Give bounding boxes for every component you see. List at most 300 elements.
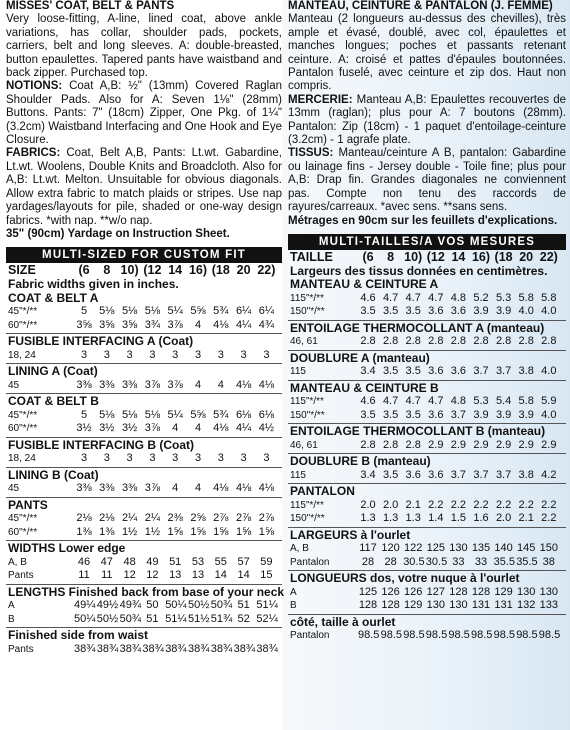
- table-cell: 3.5: [382, 305, 399, 318]
- table-cell: 2.0: [495, 512, 512, 525]
- table-cell: 30.5: [425, 555, 448, 568]
- section-title: PANTALON: [290, 484, 355, 499]
- table-cell: 4.0: [518, 305, 534, 318]
- table-cell: 3⅞: [144, 482, 161, 495]
- size-heading: 16): [188, 263, 208, 278]
- table-cell: 125: [426, 542, 445, 555]
- table-cell: 1½: [121, 525, 138, 538]
- size-heading: 14: [168, 263, 183, 278]
- table-cell: 4: [194, 378, 202, 391]
- table-cell: 50¼: [74, 612, 96, 625]
- table-cell: 132: [517, 599, 536, 612]
- table-cell: 2.8: [405, 438, 421, 451]
- table-row: [288, 499, 566, 513]
- table-cell: 3.7: [495, 365, 512, 378]
- table-cell: 4.6: [360, 395, 376, 408]
- table-cell: 2.0: [382, 498, 399, 511]
- table-cell: 4.7: [428, 291, 444, 304]
- table-cell: 12: [146, 569, 159, 582]
- table-cell: 3½: [99, 422, 115, 435]
- table-cell: 4.7: [405, 291, 421, 304]
- section-title: COAT & BELT A: [8, 290, 99, 305]
- table-cell: 5.4: [495, 395, 512, 408]
- table-cell: 2.2: [473, 498, 489, 511]
- row-label: A: [8, 600, 15, 612]
- table-cell: 3⅜: [76, 378, 92, 391]
- table-cell: 2⅛: [76, 512, 92, 525]
- section-title: FUSIBLE INTERFACING A (Coat): [8, 334, 194, 349]
- table-cell: 128: [381, 599, 400, 612]
- size-heading: (18: [494, 249, 513, 264]
- table-cell: 145: [517, 542, 536, 555]
- table-cell: 5⅛: [121, 408, 138, 421]
- table-cell: 1.3: [405, 512, 421, 525]
- size-heading: (6: [78, 263, 90, 278]
- table-cell: 128: [471, 585, 491, 598]
- table-cell: 3.7: [450, 408, 467, 421]
- table-cell: 6¼: [258, 305, 275, 318]
- row-label: 60"*/**: [8, 526, 38, 538]
- table-cell: 6⅛: [235, 408, 252, 421]
- table-cell: 2.1: [405, 498, 421, 511]
- table-cell: 4.6: [360, 291, 376, 304]
- table-cell: 128: [358, 599, 378, 612]
- table-row: [288, 395, 566, 409]
- table-cell: 2⅞: [258, 512, 275, 525]
- table-cell: 98.5: [403, 629, 425, 642]
- table-cell: 6¼: [235, 305, 252, 318]
- table-row: [288, 542, 566, 556]
- row-label: A, B: [8, 556, 27, 568]
- table-cell: 117: [359, 542, 377, 555]
- row-label: 150"*/**: [290, 513, 325, 525]
- table-row: [6, 512, 282, 526]
- table-row: [6, 569, 282, 583]
- table-row: [6, 452, 282, 466]
- table-cell: 3⅜: [121, 482, 138, 495]
- table-cell: 130: [426, 599, 445, 612]
- row-label: 45"*/**: [8, 513, 38, 525]
- table-cell: 128: [449, 585, 468, 598]
- row-label: 45"*/**: [8, 306, 38, 318]
- table-cell: 3.5: [405, 365, 421, 378]
- section-title: COAT & BELT B: [8, 394, 99, 409]
- french-intro: [288, 0, 566, 228]
- table-cell: 3⅝: [76, 318, 92, 331]
- table-cell: 50½: [96, 612, 119, 625]
- table-cell: 5.8: [518, 291, 534, 304]
- table-cell: 2¼: [121, 512, 138, 525]
- table-cell: 4: [194, 422, 202, 435]
- table-cell: 51¾: [210, 612, 233, 625]
- table-cell: 4: [172, 422, 179, 435]
- french-title: MANTEAU, CEINTURE & PANTALON (J. FEMME): [288, 0, 553, 12]
- table-cell: 3: [126, 348, 133, 361]
- table-cell: 4⅛: [213, 318, 229, 331]
- table-cell: 120: [381, 542, 400, 555]
- table-cell: 2.8: [360, 335, 376, 348]
- english-description: Very loose-fitting, A-line, lined coat, above ankle variations, has collar, shoulder pads, pockets, carriers, belt and long sleeves. A: double-breasted, button epaulettes. Tapered pants have waistband and back zipper. Purchased top.: [6, 13, 282, 80]
- table-cell: 2.8: [541, 335, 557, 348]
- yardage-note: 35" (90cm) Yardage on Instruction Sheet.: [6, 227, 230, 240]
- tissus-text: Manteau/ceinture A B, pantalon: Gabardine ou lainage fins - Jersey double - Toile fine; plus pour A,B: Drap fin. Grandes diagonales ne conviennent pas. Compte non tenu des raccords de rayures/carreaux. *avec sens. **sans sens.: [288, 147, 566, 214]
- table-row: [6, 422, 282, 436]
- table-cell: 47: [100, 555, 113, 568]
- fabric-widths-note: Largeurs des tissus données en centimètres.: [290, 263, 548, 278]
- table-cell: 5⅝: [190, 408, 206, 421]
- section-title: LONGUEURS dos, votre nuque à l'ourlet: [290, 571, 520, 586]
- table-cell: 3: [240, 452, 247, 465]
- table-row: [288, 409, 566, 423]
- table-cell: 3.9: [495, 305, 512, 318]
- table-cell: 1⅝: [213, 525, 229, 538]
- row-label: 60"*/**: [8, 423, 38, 435]
- table-cell: 51¼: [256, 599, 278, 612]
- table-cell: 38¾: [96, 642, 119, 655]
- section-title: ENTOILAGE THERMOCOLLANT A (manteau): [290, 320, 545, 335]
- table-cell: 4⅛: [213, 422, 229, 435]
- table-cell: 38¾: [256, 642, 278, 655]
- section-title: DOUBLURE B (manteau): [290, 454, 431, 469]
- section-title: MANTEAU & CEINTURE B: [290, 380, 439, 395]
- table-cell: 38¾: [165, 642, 187, 655]
- table-cell: 2.8: [518, 335, 534, 348]
- table-row: [288, 556, 566, 570]
- table-cell: 4: [194, 482, 202, 495]
- table-cell: 98.5: [516, 629, 538, 642]
- table-cell: 125: [358, 585, 378, 598]
- table-cell: 3: [172, 452, 179, 465]
- table-cell: 5.3: [495, 291, 512, 304]
- table-cell: 11: [78, 569, 90, 582]
- table-cell: 3⅞: [167, 318, 183, 331]
- size-heading: 22): [539, 249, 558, 264]
- table-cell: 5: [80, 408, 88, 421]
- table-cell: 5⅛: [99, 305, 115, 318]
- english-title: MISSES' COAT, BELT & PANTS: [6, 0, 175, 12]
- section-title: WIDTHS Lower edge: [8, 541, 126, 556]
- table-cell: 51: [146, 612, 159, 625]
- table-cell: 2⅞: [213, 512, 229, 525]
- size-heading: (6: [362, 249, 374, 264]
- table-row: [288, 469, 566, 483]
- size-heading: (12: [426, 249, 445, 264]
- table-cell: 51: [237, 599, 250, 612]
- size-heading: 20: [236, 263, 251, 278]
- size-header-row: [6, 263, 282, 278]
- table-cell: 3⅞: [144, 422, 161, 435]
- size-heading: 8: [387, 249, 395, 264]
- row-label: B: [8, 613, 15, 625]
- table-cell: 3.5: [360, 305, 376, 318]
- section-title: ENTOILAGE THERMOCOLLANT B (manteau): [290, 424, 546, 439]
- table-cell: 4.7: [405, 395, 421, 408]
- table-cell: 129: [494, 585, 513, 598]
- row-label: Pantalon: [290, 630, 330, 642]
- table-cell: 4⅛: [213, 482, 229, 495]
- table-cell: 4.8: [450, 395, 467, 408]
- row-label: 115"*/**: [290, 292, 324, 304]
- table-cell: 33: [474, 555, 488, 568]
- table-cell: 5¼: [167, 305, 183, 318]
- table-cell: 3.9: [473, 408, 489, 421]
- table-cell: 98.5: [380, 629, 403, 642]
- table-cell: 3⅞: [144, 378, 161, 391]
- table-cell: 3½: [76, 422, 92, 435]
- table-row: [6, 379, 282, 393]
- table-cell: 2.2: [541, 512, 557, 525]
- table-cell: 1½: [144, 525, 161, 538]
- table-cell: 2.1: [518, 512, 534, 525]
- row-label: 115: [290, 469, 306, 481]
- table-cell: 3: [126, 452, 133, 465]
- table-cell: 127: [426, 585, 445, 598]
- table-cell: 2⅜: [167, 512, 183, 525]
- table-cell: 11: [101, 569, 113, 582]
- table-cell: 2.8: [360, 438, 376, 451]
- table-cell: 4¼: [235, 318, 252, 331]
- table-cell: 3.5: [382, 365, 399, 378]
- table-cell: 2.9: [495, 438, 512, 451]
- table-cell: 3.6: [428, 408, 444, 421]
- table-cell: 3: [263, 348, 270, 361]
- table-cell: 3: [217, 348, 224, 361]
- table-cell: 3.6: [450, 365, 467, 378]
- table-cell: 55: [214, 555, 227, 568]
- table-cell: 4⅛: [235, 378, 252, 391]
- table-cell: 1⅝: [258, 525, 275, 538]
- table-cell: 49¼: [74, 599, 96, 612]
- table-cell: 33: [452, 555, 465, 568]
- table-cell: 2.8: [495, 335, 512, 348]
- table-cell: 38¾: [210, 642, 233, 655]
- section-title: LINING B (Coat): [8, 467, 99, 482]
- table-cell: 3.7: [473, 468, 489, 481]
- table-cell: 130: [449, 542, 468, 555]
- row-label: Pants: [8, 643, 34, 655]
- table-cell: 5⅛: [121, 305, 138, 318]
- table-cell: 2.8: [428, 335, 444, 348]
- row-label: 115"*/**: [290, 396, 324, 408]
- table-cell: 1⅝: [235, 525, 252, 538]
- table-cell: 50¼: [165, 599, 187, 612]
- table-cell: 3.4: [360, 365, 376, 378]
- table-cell: 4.7: [382, 291, 399, 304]
- table-cell: 3: [103, 452, 110, 465]
- table-cell: 38¾: [233, 642, 256, 655]
- table-cell: 3.9: [495, 408, 512, 421]
- table-cell: 4⅛: [235, 482, 252, 495]
- table-cell: 4½: [258, 422, 275, 435]
- row-label: A: [290, 586, 297, 598]
- table-row: [6, 305, 282, 319]
- table-cell: 131: [494, 599, 513, 612]
- table-cell: 3.5: [382, 468, 399, 481]
- table-cell: 3: [263, 452, 270, 465]
- table-cell: 3: [172, 348, 179, 361]
- section-title: DOUBLURE A (manteau): [290, 350, 430, 365]
- table-cell: 14: [237, 569, 250, 582]
- table-cell: 2.2: [450, 498, 467, 511]
- mercerie-text: Manteau A,B: Epaulettes recouvertes de 13mm (raglan); plus pour A: 7 boutons (28mm). Pantalon: Zip (18cm) - 1 paquet d'entoilage-ceinture (3.2cm) - 1 agrafe plate.: [288, 93, 566, 147]
- table-cell: 3¾: [144, 318, 161, 331]
- table-cell: 51¼: [165, 612, 187, 625]
- row-label: 18, 24: [8, 349, 36, 361]
- row-label: Pantalon: [290, 556, 330, 568]
- table-cell: 49½: [96, 599, 119, 612]
- section-title: MANTEAU & CEINTURE A: [290, 277, 439, 292]
- table-cell: 2.9: [473, 438, 489, 451]
- table-cell: 38¾: [119, 642, 142, 655]
- table-cell: 59: [260, 555, 273, 568]
- table-row: [6, 482, 282, 496]
- table-cell: 52¼: [256, 612, 278, 625]
- table-cell: 5.8: [541, 291, 557, 304]
- table-cell: 135: [471, 542, 491, 555]
- row-label: 150"*/**: [290, 306, 325, 318]
- size-label: TAILLE: [290, 249, 333, 264]
- table-cell: 3⅝: [121, 318, 138, 331]
- table-cell: 3: [149, 452, 156, 465]
- row-label: 46, 61: [290, 336, 318, 348]
- table-cell: 51: [169, 555, 182, 568]
- table-cell: 5¼: [167, 408, 183, 421]
- table-cell: 3⅜: [99, 378, 115, 391]
- table-cell: 5.3: [473, 395, 489, 408]
- row-label: 45: [8, 379, 20, 391]
- table-cell: 15: [260, 569, 273, 582]
- size-heading: 10): [120, 263, 139, 278]
- table-cell: 4.2: [541, 468, 557, 481]
- table-row: [288, 599, 566, 613]
- table-cell: 51½: [188, 612, 210, 625]
- table-cell: 3: [149, 348, 156, 361]
- row-label: 46, 61: [290, 439, 318, 451]
- row-label: 115: [290, 366, 306, 378]
- table-row: [288, 439, 566, 453]
- table-cell: 4: [172, 482, 179, 495]
- table-cell: 3.5: [405, 408, 421, 421]
- table-cell: 4.0: [541, 365, 557, 378]
- english-intro: [6, 0, 282, 241]
- table-cell: 2.0: [360, 498, 376, 511]
- table-cell: 98.5: [538, 629, 561, 642]
- size-heading: 8: [103, 263, 111, 278]
- table-cell: 48: [123, 555, 136, 568]
- table-cell: 2.2: [541, 498, 557, 511]
- table-cell: 5.2: [473, 291, 489, 304]
- table-cell: 98.5: [358, 629, 380, 642]
- row-label: 18, 24: [8, 453, 36, 465]
- table-cell: 3: [194, 348, 202, 361]
- metrage-note: Métrages en 90cm sur les feuillets d'explications.: [288, 214, 558, 227]
- table-row: [288, 365, 566, 379]
- size-heading: 14: [451, 249, 466, 264]
- table-cell: 2.9: [428, 438, 444, 451]
- table-cell: 5⅝: [190, 305, 206, 318]
- french-column: [288, 0, 566, 643]
- table-cell: 28: [361, 555, 375, 568]
- table-cell: 3.6: [450, 305, 467, 318]
- table-cell: 3: [194, 452, 202, 465]
- table-cell: 57: [237, 555, 250, 568]
- table-cell: 3.9: [473, 305, 489, 318]
- table-cell: 13: [191, 569, 205, 582]
- table-cell: 2.8: [473, 335, 489, 348]
- table-row: [6, 643, 282, 657]
- row-label: B: [290, 600, 297, 612]
- french-yardage-table: [288, 250, 566, 643]
- table-cell: 4⅛: [258, 378, 275, 391]
- table-row: [6, 409, 282, 423]
- table-cell: 53: [191, 555, 205, 568]
- size-heading: 20: [519, 249, 534, 264]
- table-cell: 5⅛: [144, 408, 161, 421]
- table-cell: 35.5: [516, 555, 538, 568]
- table-cell: 98.5: [471, 629, 493, 642]
- table-cell: 38¾: [188, 642, 210, 655]
- english-yardage-table: [6, 263, 285, 656]
- table-cell: 1.3: [360, 512, 376, 525]
- table-row: [6, 599, 282, 613]
- table-cell: 46: [77, 555, 91, 568]
- row-label: Pants: [8, 570, 34, 582]
- table-cell: 2.8: [450, 335, 467, 348]
- table-cell: 3: [217, 452, 224, 465]
- table-cell: 4¾: [258, 318, 275, 331]
- table-cell: 4⅛: [258, 482, 275, 495]
- table-cell: 3: [240, 348, 247, 361]
- table-cell: 1.4: [428, 512, 444, 525]
- table-cell: 2.8: [382, 335, 399, 348]
- table-cell: 126: [381, 585, 400, 598]
- table-cell: 4: [217, 378, 224, 391]
- table-cell: 2⅞: [235, 512, 252, 525]
- table-cell: 3.9: [518, 408, 534, 421]
- table-cell: 3: [80, 452, 88, 465]
- table-cell: 133: [539, 599, 558, 612]
- table-cell: 3: [80, 348, 88, 361]
- table-cell: 4.0: [541, 408, 557, 421]
- table-cell: 130: [517, 585, 536, 598]
- row-label: 45: [8, 483, 20, 495]
- table-cell: 126: [404, 585, 423, 598]
- table-cell: 122: [404, 542, 423, 555]
- size-heading: 22): [257, 263, 276, 278]
- table-cell: 129: [404, 599, 423, 612]
- table-cell: 2⅛: [99, 512, 115, 525]
- table-row: [6, 556, 282, 570]
- table-row: [6, 526, 282, 540]
- table-cell: 38: [542, 555, 555, 568]
- table-cell: 52: [237, 612, 250, 625]
- table-cell: 5⅛: [99, 408, 115, 421]
- table-cell: 1⅝: [190, 525, 206, 538]
- table-cell: 3: [103, 348, 110, 361]
- table-cell: 5.9: [541, 395, 557, 408]
- table-cell: 1.6: [473, 512, 489, 525]
- section-title: côté, taille à ourlet: [290, 614, 396, 629]
- section-title: PANTS: [8, 497, 48, 512]
- table-cell: 3⅞: [167, 378, 183, 391]
- table-cell: 50½: [188, 599, 210, 612]
- table-cell: 3.6: [405, 468, 421, 481]
- table-row: [6, 319, 282, 333]
- table-cell: 3⅜: [76, 482, 92, 495]
- table-cell: 50: [146, 599, 159, 612]
- table-cell: 4¼: [235, 422, 252, 435]
- table-cell: 2¼: [144, 512, 161, 525]
